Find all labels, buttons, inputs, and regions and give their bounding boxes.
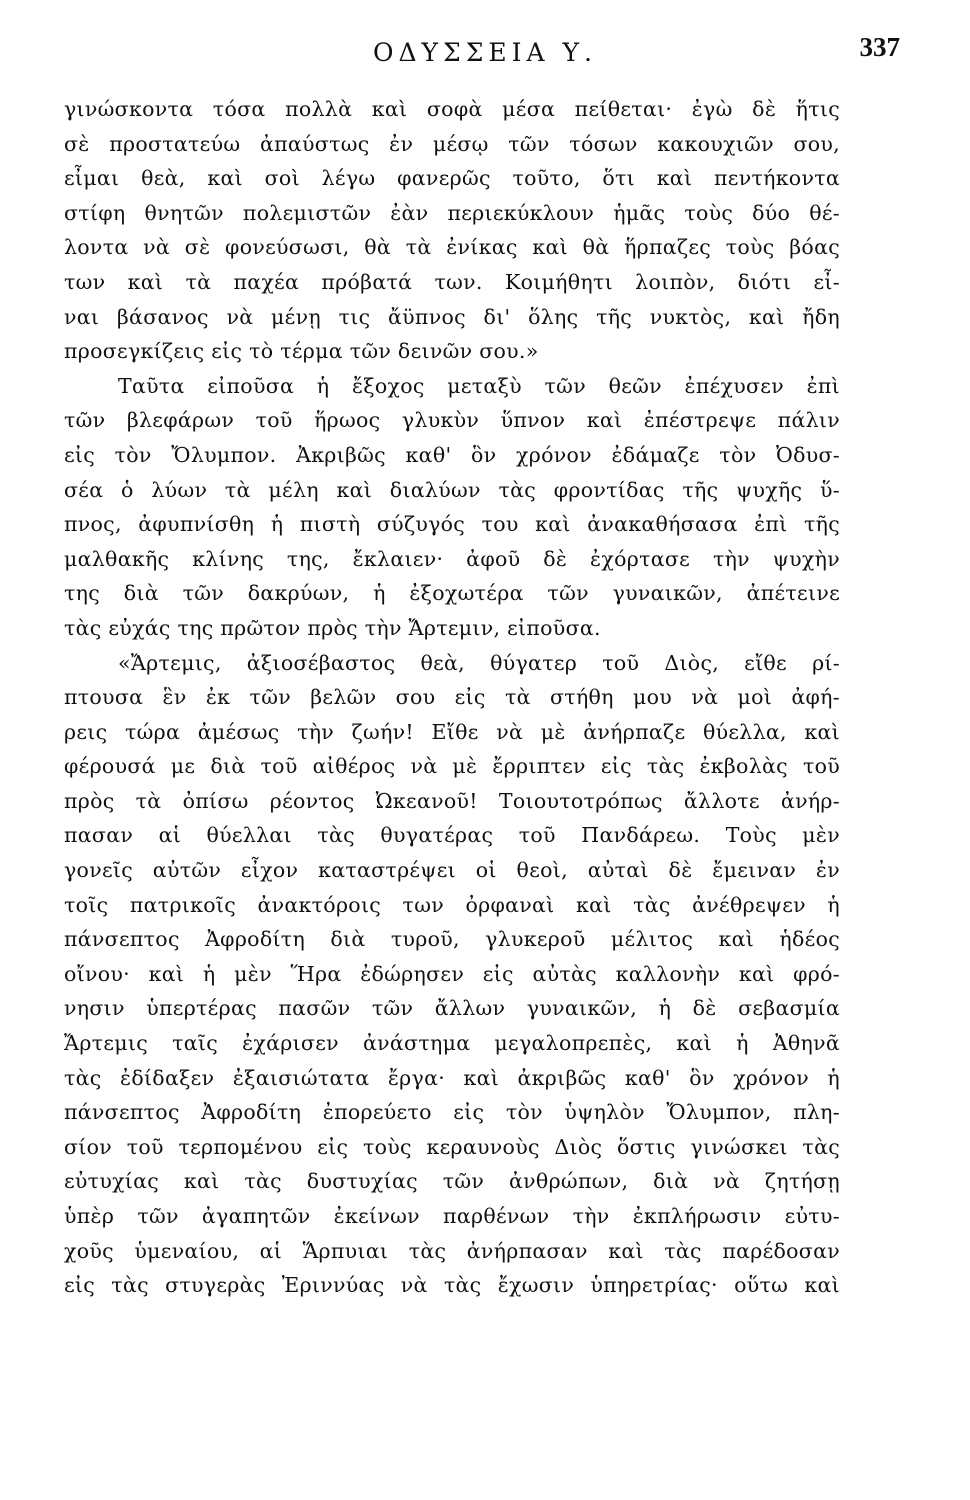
text-line: εἰς τὸν Ὄλυμπον. Ἀκριβῶς καθ' ὃν χρόνον ἐδάμαζε τὸν Ὀδυσ- [64, 442, 840, 467]
text-line: πάνσεπτος Ἀφροδίτη ἐπορεύετο εἰς τὸν ὑψηλὸν Ὄλυμπον, πλη- [64, 1100, 840, 1125]
text-line: στίφη θνητῶν πολεμιστῶν ἐὰν περιεκύκλουν ἡμᾶς τοὺς δύο θέ- [64, 200, 840, 225]
text-line: σέα ὁ λύων τὰ μέλη καὶ διαλύων τὰς φροντίδας τῆς ψυχῆς ὕ- [64, 477, 840, 502]
text-line: φέρουσά με διὰ τοῦ αἰθέρος νὰ μὲ ἔρριπτεν εἰς τὰς ἐκβολὰς τοῦ [64, 754, 840, 779]
text-line: εἰς τὰς στυγερὰς Ἐριννύας νὰ τὰς ἔχωσιν ὑπηρετρίας· οὕτω καὶ [64, 1273, 840, 1298]
text-line: τοῖς πατρικοῖς ἀνακτόροις των ὀρφαναὶ καὶ τὰς ἀνέθρεψεν ἡ [64, 892, 840, 917]
text-line: ρεις τώρα ἀμέσως τὴν ζωήν! Εἴθε νὰ μὲ ἀνήρπαζε θύελλα, καὶ [64, 719, 840, 744]
text-line: οἴνου· καὶ ἡ μὲν Ἥρα ἐδώρησεν εἰς αὐτὰς καλλονὴν καὶ φρό- [64, 961, 840, 986]
text-line: πρὸς τὰ ὀπίσω ρέοντος Ὠκεανοῦ! Τοιουτοτρόπως ἄλλοτε ἀνήρ- [64, 788, 840, 813]
text-line: πνος, ἀφυπνίσθη ἡ πιστὴ σύζυγός του καὶ ἀνακαθήσασα ἐπὶ τῆς [64, 512, 840, 537]
text-line: εἶμαι θεὰ, καὶ σοὶ λέγω φανερῶς τοῦτο, ὅτι καὶ πεντήκοντα [64, 166, 840, 191]
page-header [60, 30, 910, 74]
text-line: χοῦς ὑμεναίου, αἱ Ἅρπυιαι τὰς ἀνήρπασαν καὶ τὰς παρέδοσαν [64, 1238, 840, 1263]
text-line: τῶν βλεφάρων τοῦ ἥρωος γλυκὺν ὕπνον καὶ ἐπέστρεψε πάλιν [64, 408, 840, 433]
text-line: πάνσεπτος Ἀφροδίτη διὰ τυροῦ, γλυκεροῦ μέλιτος καὶ ἡδέος [64, 927, 840, 952]
running-title: ΟΔΥΣΣΕΙΑ Υ. [373, 38, 597, 67]
body-text [64, 92, 840, 1303]
text-line: νησιν ὑπερτέρας πασῶν τῶν ἄλλων γυναικῶν, ἡ δὲ σεβασμία [64, 996, 840, 1021]
text-line: της διὰ τῶν δακρύων, ἡ ἐξοχωτέρα τῶν γυναικῶν, ἀπέτεινε [64, 581, 840, 606]
text-line: τὰς ἐδίδαξεν ἐξαισιώτατα ἔργα· καὶ ἀκριβῶς καθ' ὃν χρόνον ἡ [64, 1065, 840, 1090]
text-line: σίον τοῦ τερπομένου εἰς τοὺς κεραυνοὺς Διὸς ὅστις γινώσκει τὰς [64, 1134, 840, 1159]
text-line: Ἄρτεμις ταῖς ἐχάρισεν ἀνάστημα μεγαλοπρεπὲς, καὶ ἡ Ἀθηνᾶ [64, 1031, 840, 1056]
text-line: λοντα νὰ σὲ φονεύσωσι, θὰ τὰ ἐνίκας καὶ θὰ ἥρπαζες τοὺς βόας [64, 235, 840, 260]
text-line: «Ἄρτεμις, ἀξιοσέβαστος θεὰ, θύγατερ τοῦ Διὸς, εἴθε ρί- [118, 650, 840, 675]
text-line: μαλθακῆς κλίνης της, ἔκλαιεν· ἀφοῦ δὲ ἐχόρτασε τὴν ψυχὴν [64, 546, 840, 571]
text-line: σὲ προστατεύω ἀπαύστως ἐν μέσῳ τῶν τόσων κακουχιῶν σου, [64, 131, 840, 156]
page-number: 337 [859, 32, 900, 62]
text-line: ναι βάσανος νὰ μένῃ τις ἄϋπνος δι' ὅλης τῆς νυκτὸς, καὶ ἤδη [64, 304, 840, 329]
text-line: εὐτυχίας καὶ τὰς δυστυχίας τῶν ἀνθρώπων, διὰ νὰ ζητήσῃ [64, 1169, 840, 1194]
text-line: ὑπὲρ τῶν ἀγαπητῶν ἐκείνων παρθένων τὴν ἐκπλήρωσιν εὐτυ- [64, 1204, 840, 1228]
text-line: πασαν αἱ θύελλαι τὰς θυγατέρας τοῦ Πανδάρεω. Τοὺς μὲν [64, 823, 840, 848]
text-line: πτουσα ἓν ἐκ τῶν βελῶν σου εἰς τὰ στήθη μου νὰ μοὶ ἀφή- [64, 685, 840, 710]
text-line: τὰς εὐχάς της πρῶτον πρὸς τὴν Ἄρτεμιν, εἰποῦσα. [64, 615, 601, 640]
text-line: γινώσκοντα τόσα πολλὰ καὶ σοφὰ μέσα πείθεται· ἐγὼ δὲ ἥτις [64, 97, 840, 121]
text-line: προσεγκίζεις εἰς τὸ τέρμα τῶν δεινῶν σου.» [64, 339, 539, 364]
text-line: Ταῦτα εἰποῦσα ἡ ἔξοχος μεταξὺ τῶν θεῶν ἐπέχυσεν ἐπὶ [118, 373, 840, 398]
text-line: γονεῖς αὐτῶν εἶχον καταστρέψει οἱ θεοὶ, αὐταὶ δὲ ἔμειναν ἐν [64, 858, 840, 883]
text-line: των καὶ τὰ παχέα πρόβατά των. Κοιμήθητι λοιπὸν, διότι εἶ- [64, 269, 840, 294]
